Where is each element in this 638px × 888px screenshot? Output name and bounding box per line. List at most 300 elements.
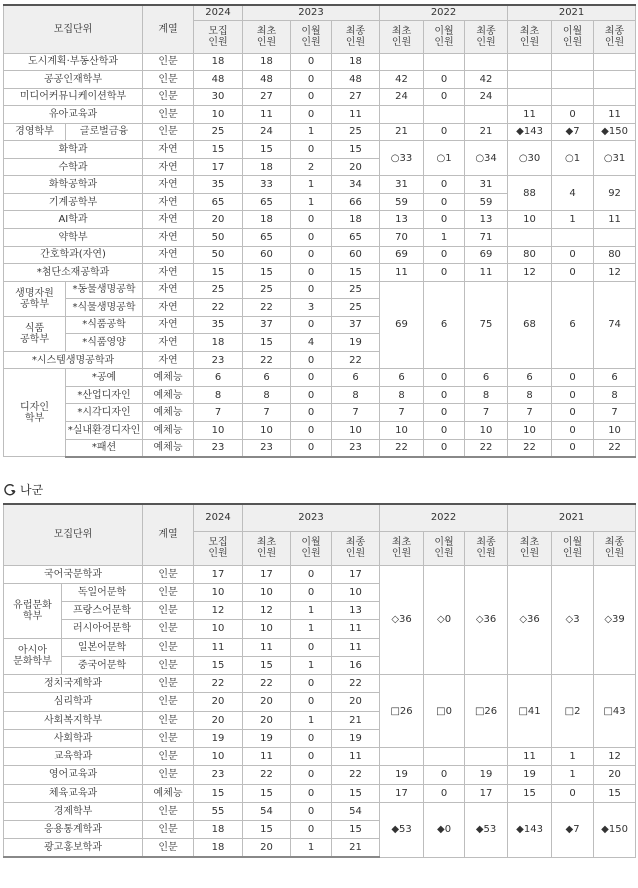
- carry-2021: 6: [552, 281, 594, 369]
- quota-2024: 10: [194, 106, 243, 124]
- track: 자연: [143, 141, 194, 159]
- quota-2024: 8: [194, 386, 243, 404]
- track: 자연: [143, 176, 194, 194]
- initial-2023: 10: [243, 583, 291, 601]
- carry-2021: ◇3: [552, 565, 594, 675]
- initial-2023: 24: [243, 123, 291, 141]
- carry-2023: 0: [291, 565, 332, 583]
- track: 인문: [143, 123, 194, 141]
- track: 자연: [143, 211, 194, 229]
- final-2021: ◆150: [594, 802, 636, 857]
- final-2023: 27: [332, 88, 380, 106]
- carry-2023: 3: [291, 299, 332, 317]
- final-2023: 15: [332, 821, 380, 839]
- initial-2022: ○33: [380, 141, 424, 176]
- track: 자연: [143, 334, 194, 352]
- carry-2021: 1: [552, 211, 594, 229]
- quota-2024: 15: [194, 264, 243, 282]
- final-2023: 54: [332, 802, 380, 820]
- cell-empty: [594, 71, 636, 89]
- track: 예체능: [143, 421, 194, 439]
- sub-dept: *실내환경디자인: [66, 421, 143, 439]
- admission-table-na: [3, 503, 636, 858]
- admission-table-ga: [3, 4, 636, 458]
- quota-2024: 18: [194, 53, 243, 71]
- initial-2023: 15: [243, 264, 291, 282]
- initial-2021: ◆143: [508, 123, 552, 141]
- initial-2023: 17: [243, 565, 291, 583]
- track: 인문: [143, 53, 194, 71]
- quota-2024: 6: [194, 369, 243, 387]
- quota-2024: 22: [194, 675, 243, 693]
- quota-2024: 48: [194, 71, 243, 89]
- initial-2021: 15: [508, 784, 552, 802]
- quota-2024: 17: [194, 565, 243, 583]
- carry-2021: □2: [552, 675, 594, 748]
- final-2023: 25: [332, 123, 380, 141]
- sub-dept: 독일어문학: [62, 583, 143, 601]
- header-quota: 모집 인원: [194, 531, 243, 565]
- final-2021: □43: [594, 675, 636, 748]
- final-2021: ○31: [594, 141, 636, 176]
- dept-name: 수학과: [4, 158, 143, 176]
- dept-name: 국어국문학과: [4, 565, 143, 583]
- final-2023: 16: [332, 656, 380, 674]
- cell-empty: [380, 106, 424, 124]
- track: 자연: [143, 158, 194, 176]
- section-title-na: [3, 481, 43, 498]
- quota-2024: 35: [194, 316, 243, 334]
- track: 자연: [143, 228, 194, 246]
- track: 자연: [143, 281, 194, 299]
- table-row: [4, 211, 636, 229]
- carry-2022: 0: [424, 88, 465, 106]
- final-2021: 15: [594, 784, 636, 802]
- carry-2023: 0: [291, 821, 332, 839]
- initial-2023: 37: [243, 316, 291, 334]
- carry-2023: 4: [291, 334, 332, 352]
- final-2023: 22: [332, 675, 380, 693]
- final-2023: 15: [332, 784, 380, 802]
- quota-2024: 7: [194, 404, 243, 422]
- dept-group: 식품 공학부: [4, 316, 66, 351]
- header-2022: 2022: [380, 5, 508, 20]
- table-row: [4, 748, 636, 766]
- quota-2024: 23: [194, 351, 243, 369]
- quota-2024: 20: [194, 711, 243, 729]
- cell-empty: [552, 71, 594, 89]
- dept-name: 간호학과(자연): [4, 246, 143, 264]
- dept-name: 광고홍보학과: [4, 839, 143, 857]
- final-2023: 20: [332, 693, 380, 711]
- initial-2023: 18: [243, 211, 291, 229]
- sub-dept: 글로벌금융: [66, 123, 143, 141]
- header-carry: 이월 인원: [424, 20, 465, 53]
- carry-2023: 0: [291, 583, 332, 601]
- cell-empty: [594, 53, 636, 71]
- initial-2023: 10: [243, 620, 291, 638]
- dept-name: 도시계획·부동산학과: [4, 53, 143, 71]
- initial-2021: 7: [508, 404, 552, 422]
- header-carry: 이월 인원: [291, 20, 332, 53]
- cell-empty: [508, 88, 552, 106]
- initial-2022: 59: [380, 193, 424, 211]
- initial-2021: 19: [508, 766, 552, 784]
- initial-2023: 20: [243, 693, 291, 711]
- carry-2022: ○1: [424, 141, 465, 176]
- initial-2022: □26: [380, 675, 424, 748]
- track: 인문: [143, 729, 194, 747]
- final-2021: 92: [594, 176, 636, 211]
- final-2022: ◆53: [465, 802, 508, 857]
- final-2023: 19: [332, 729, 380, 747]
- carry-2023: 0: [291, 281, 332, 299]
- table-row: [4, 71, 636, 89]
- final-2023: 15: [332, 264, 380, 282]
- track: 인문: [143, 620, 194, 638]
- track: 인문: [143, 565, 194, 583]
- quota-2024: 65: [194, 193, 243, 211]
- carry-2022: ◇0: [424, 565, 465, 675]
- initial-2023: 33: [243, 176, 291, 194]
- final-2021: ◇39: [594, 565, 636, 675]
- carry-2023: 1: [291, 602, 332, 620]
- quota-2024: 35: [194, 176, 243, 194]
- carry-2023: 0: [291, 316, 332, 334]
- sub-dept: *산업디자인: [66, 386, 143, 404]
- quota-2024: 12: [194, 602, 243, 620]
- carry-2023: 0: [291, 766, 332, 784]
- initial-2021: 10: [508, 421, 552, 439]
- quota-2024: 10: [194, 748, 243, 766]
- initial-2023: 60: [243, 246, 291, 264]
- header-initial: 최초 인원: [380, 531, 424, 565]
- initial-2022: 24: [380, 88, 424, 106]
- initial-2021: ○30: [508, 141, 552, 176]
- header-track: 계열: [143, 5, 194, 53]
- final-2021: 74: [594, 281, 636, 369]
- arrow-circle-icon: [3, 483, 17, 497]
- carry-2021: 0: [552, 386, 594, 404]
- quota-2024: 11: [194, 638, 243, 656]
- carry-2023: 1: [291, 656, 332, 674]
- quota-2024: 50: [194, 246, 243, 264]
- cell-empty: [465, 53, 508, 71]
- dept-name: 유아교육과: [4, 106, 143, 124]
- dept-name: 영어교육과: [4, 766, 143, 784]
- table-row: [4, 675, 636, 693]
- carry-2023: 1: [291, 123, 332, 141]
- header-2024: 2024: [194, 504, 243, 531]
- carry-2021: 0: [552, 246, 594, 264]
- final-2021: 11: [594, 106, 636, 124]
- quota-2024: 10: [194, 620, 243, 638]
- initial-2022: 7: [380, 404, 424, 422]
- track: 예체능: [143, 784, 194, 802]
- quota-2024: 18: [194, 839, 243, 857]
- header-2023: 2023: [243, 5, 380, 20]
- carry-2022: 6: [424, 281, 465, 369]
- header-final: 최종 인원: [465, 531, 508, 565]
- cell-empty: [508, 71, 552, 89]
- dept-name: 약학부: [4, 228, 143, 246]
- initial-2023: 22: [243, 351, 291, 369]
- table-row: [4, 421, 636, 439]
- final-2022: 71: [465, 228, 508, 246]
- final-2021: 12: [594, 748, 636, 766]
- initial-2023: 15: [243, 141, 291, 159]
- initial-2023: 19: [243, 729, 291, 747]
- initial-2021: □41: [508, 675, 552, 748]
- final-2023: 37: [332, 316, 380, 334]
- final-2022: 7: [465, 404, 508, 422]
- dept-name: 체육교육과: [4, 784, 143, 802]
- initial-2022: 10: [380, 421, 424, 439]
- quota-2024: 19: [194, 729, 243, 747]
- final-2023: 20: [332, 158, 380, 176]
- carry-2022: □0: [424, 675, 465, 748]
- carry-2022: 0: [424, 386, 465, 404]
- quota-2024: 15: [194, 656, 243, 674]
- final-2021: 11: [594, 211, 636, 229]
- cell-empty: [552, 88, 594, 106]
- table-row: [4, 264, 636, 282]
- carry-2022: 0: [424, 766, 465, 784]
- final-2023: 34: [332, 176, 380, 194]
- sub-dept: *동물생명공학: [66, 281, 143, 299]
- header-initial: 최초 인원: [243, 531, 291, 565]
- initial-2021: 88: [508, 176, 552, 211]
- header-initial: 최초 인원: [508, 531, 552, 565]
- cell-empty: [465, 106, 508, 124]
- initial-2021: ◆143: [508, 802, 552, 857]
- final-2022: 11: [465, 264, 508, 282]
- dept-name: 경제학부: [4, 802, 143, 820]
- cell-empty: [465, 748, 508, 766]
- carry-2021: 0: [552, 369, 594, 387]
- track: 예체능: [143, 369, 194, 387]
- carry-2023: 0: [291, 106, 332, 124]
- sub-dept: *식품공학: [66, 316, 143, 334]
- carry-2023: 0: [291, 53, 332, 71]
- initial-2023: 15: [243, 334, 291, 352]
- carry-2022: 0: [424, 193, 465, 211]
- initial-2022: 13: [380, 211, 424, 229]
- section-title-text: 나군: [20, 483, 44, 497]
- final-2023: 7: [332, 404, 380, 422]
- quota-2024: 23: [194, 439, 243, 457]
- cell-empty: [508, 53, 552, 71]
- initial-2022: 42: [380, 71, 424, 89]
- initial-2023: 7: [243, 404, 291, 422]
- carry-2022: 0: [424, 71, 465, 89]
- final-2022: 13: [465, 211, 508, 229]
- dept-name: 기계공학부: [4, 193, 143, 211]
- track: 자연: [143, 246, 194, 264]
- carry-2021: 0: [552, 439, 594, 457]
- carry-2023: 0: [291, 784, 332, 802]
- cell-empty: [594, 88, 636, 106]
- table-row: [4, 228, 636, 246]
- final-2022: 19: [465, 766, 508, 784]
- carry-2023: 1: [291, 620, 332, 638]
- final-2021: 20: [594, 766, 636, 784]
- initial-2021: 6: [508, 369, 552, 387]
- initial-2023: 22: [243, 299, 291, 317]
- carry-2021: 4: [552, 176, 594, 211]
- final-2023: 13: [332, 602, 380, 620]
- initial-2023: 11: [243, 638, 291, 656]
- header-final: 최종 인원: [332, 531, 380, 565]
- track: 인문: [143, 748, 194, 766]
- initial-2021: 10: [508, 211, 552, 229]
- cell-empty: [424, 106, 465, 124]
- final-2023: 22: [332, 766, 380, 784]
- dept-name: *첨단소재공학과: [4, 264, 143, 282]
- carry-2023: 0: [291, 228, 332, 246]
- carry-2022: 1: [424, 228, 465, 246]
- carry-2023: 0: [291, 421, 332, 439]
- final-2023: 25: [332, 281, 380, 299]
- dept-group: 경영학부: [4, 123, 66, 141]
- initial-2022: 6: [380, 369, 424, 387]
- cell-empty: [552, 53, 594, 71]
- initial-2021: 11: [508, 748, 552, 766]
- carry-2023: 1: [291, 193, 332, 211]
- track: 자연: [143, 316, 194, 334]
- carry-2021: 0: [552, 106, 594, 124]
- track: 자연: [143, 299, 194, 317]
- carry-2022: 0: [424, 439, 465, 457]
- cell-empty: [594, 228, 636, 246]
- quota-2024: 18: [194, 334, 243, 352]
- track: 인문: [143, 839, 194, 857]
- header-final: 최종 인원: [465, 20, 508, 53]
- final-2023: 11: [332, 638, 380, 656]
- table-row: [4, 53, 636, 71]
- quota-2024: 55: [194, 802, 243, 820]
- final-2023: 6: [332, 369, 380, 387]
- dept-name: 심리학과: [4, 693, 143, 711]
- track: 인문: [143, 638, 194, 656]
- track: 인문: [143, 711, 194, 729]
- carry-2021: 0: [552, 421, 594, 439]
- final-2022: 17: [465, 784, 508, 802]
- carry-2023: 0: [291, 88, 332, 106]
- table-row: [4, 439, 636, 457]
- header-carry: 이월 인원: [552, 20, 594, 53]
- carry-2021: 0: [552, 264, 594, 282]
- cell-empty: [552, 228, 594, 246]
- sub-dept: 러시아어문학: [62, 620, 143, 638]
- carry-2023: 0: [291, 748, 332, 766]
- initial-2023: 48: [243, 71, 291, 89]
- track: 예체능: [143, 404, 194, 422]
- final-2023: 18: [332, 53, 380, 71]
- initial-2022: 69: [380, 246, 424, 264]
- initial-2022: ◇36: [380, 565, 424, 675]
- carry-2023: 0: [291, 729, 332, 747]
- header-initial: 최초 인원: [380, 20, 424, 53]
- quota-2024: 22: [194, 299, 243, 317]
- initial-2023: 11: [243, 106, 291, 124]
- sub-dept: *시각디자인: [66, 404, 143, 422]
- header-2022: 2022: [380, 504, 508, 531]
- cell-empty: [424, 748, 465, 766]
- dept-name: 교육학과: [4, 748, 143, 766]
- header-unit: 모집단위: [4, 5, 143, 53]
- carry-2023: 0: [291, 802, 332, 820]
- cell-empty: [424, 53, 465, 71]
- final-2022: 75: [465, 281, 508, 369]
- initial-2021: 12: [508, 264, 552, 282]
- final-2023: 17: [332, 565, 380, 583]
- quota-2024: 10: [194, 421, 243, 439]
- initial-2023: 23: [243, 439, 291, 457]
- carry-2023: 0: [291, 211, 332, 229]
- final-2023: 21: [332, 711, 380, 729]
- header-final: 최종 인원: [332, 20, 380, 53]
- final-2023: 11: [332, 748, 380, 766]
- initial-2022: 8: [380, 386, 424, 404]
- dept-name: 정치국제학과: [4, 675, 143, 693]
- quota-2024: 20: [194, 693, 243, 711]
- quota-2024: 18: [194, 821, 243, 839]
- initial-2023: 20: [243, 839, 291, 857]
- quota-2024: 23: [194, 766, 243, 784]
- table-row: [4, 802, 636, 820]
- header-initial: 최초 인원: [243, 20, 291, 53]
- table-row: [4, 766, 636, 784]
- quota-2024: 50: [194, 228, 243, 246]
- final-2022: 31: [465, 176, 508, 194]
- final-2021: 8: [594, 386, 636, 404]
- sub-dept: 프랑스어문학: [62, 602, 143, 620]
- header-2021: 2021: [508, 504, 636, 531]
- initial-2023: 27: [243, 88, 291, 106]
- final-2023: 11: [332, 620, 380, 638]
- table-row: [4, 246, 636, 264]
- sub-dept: 중국어문학: [62, 656, 143, 674]
- cell-empty: [508, 228, 552, 246]
- carry-2021: ◆7: [552, 802, 594, 857]
- header-quota: 모집 인원: [194, 20, 243, 53]
- initial-2021: ◇36: [508, 565, 552, 675]
- initial-2023: 65: [243, 228, 291, 246]
- final-2022: 21: [465, 123, 508, 141]
- carry-2021: 0: [552, 784, 594, 802]
- table-row: [4, 369, 636, 387]
- dept-group: 유럽문화 학부: [4, 583, 62, 638]
- initial-2021: 80: [508, 246, 552, 264]
- header-final: 최종 인원: [594, 20, 636, 53]
- dept-name: *시스템생명공학과: [4, 351, 143, 369]
- dept-group: 생명자원 공학부: [4, 281, 66, 316]
- final-2023: 10: [332, 583, 380, 601]
- initial-2023: 8: [243, 386, 291, 404]
- track: 인문: [143, 71, 194, 89]
- initial-2022: 70: [380, 228, 424, 246]
- carry-2023: 0: [291, 439, 332, 457]
- initial-2022: 21: [380, 123, 424, 141]
- final-2023: 60: [332, 246, 380, 264]
- header-2024: 2024: [194, 5, 243, 20]
- quota-2024: 15: [194, 141, 243, 159]
- sub-dept: *식물생명공학: [66, 299, 143, 317]
- track: 인문: [143, 766, 194, 784]
- track: 인문: [143, 656, 194, 674]
- final-2021: 10: [594, 421, 636, 439]
